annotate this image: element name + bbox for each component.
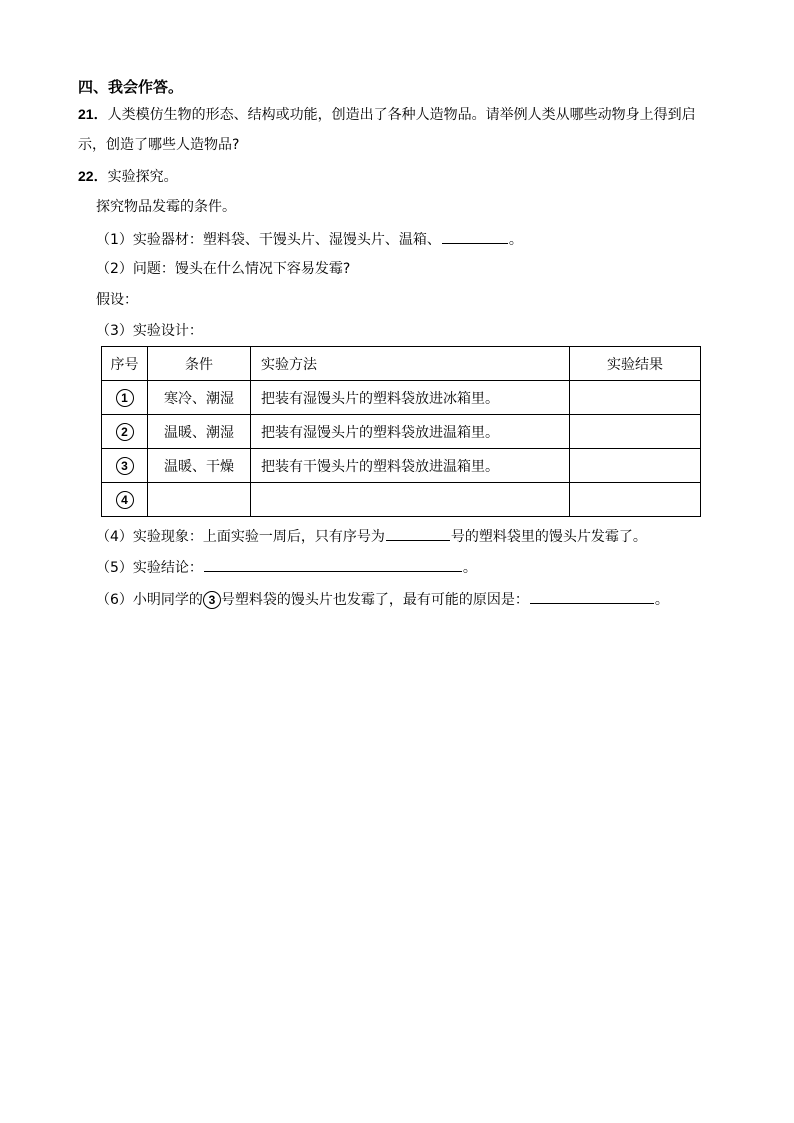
item-6-blank[interactable] [530,589,654,604]
header-result: 实验结果 [570,347,701,381]
item-1-equipment [96,229,523,249]
table-row [102,381,701,415]
row-result[interactable] [570,449,701,483]
question-21-number: 21． [78,106,108,122]
item-5-text: （5）实验结论： [96,560,203,576]
question-22-title-line [78,167,178,186]
row-condition: 寒冷、潮湿 [148,381,251,415]
hypothesis-label: 假设： [96,292,138,308]
item-5-conclusion [96,557,477,577]
item-1-blank[interactable] [442,229,508,244]
circled-number: 1 [116,389,134,407]
item-4-observation [96,526,647,546]
question-21-line-1 [78,105,696,124]
row-method: 把装有湿馒头片的塑料袋放进温箱里。 [251,415,570,449]
item-1-text: （1）实验器材：塑料袋、干馒头片、湿馒头片、温箱、 [96,232,441,248]
question-22-number: 22． [78,168,108,184]
experiment-table [101,346,701,517]
circled-number: 2 [116,423,134,441]
circled-number: 4 [116,491,134,509]
row-result[interactable] [570,483,701,517]
row-seq [102,449,148,483]
item-1-end: 。 [508,232,523,248]
section-title: 四、我会作答。 [78,78,184,96]
item-2-question: （2）问题：馒头在什么情况下容易发霉? [96,261,351,277]
table-row [102,483,701,517]
row-seq [102,483,148,517]
item-6-reason [96,589,669,609]
item-4-end: 号的塑料袋里的馒头片发霉了。 [450,529,647,545]
row-condition[interactable] [148,483,251,517]
table-header-row [102,347,701,381]
header-condition: 条件 [148,347,251,381]
row-method: 把装有干馒头片的塑料袋放进温箱里。 [251,449,570,483]
header-method: 实验方法 [251,347,570,381]
row-result[interactable] [570,381,701,415]
circled-number: 3 [116,457,134,475]
row-method: 把装有湿馒头片的塑料袋放进冰箱里。 [251,381,570,415]
row-condition: 温暖、潮湿 [148,415,251,449]
item-3-design: （3）实验设计： [96,323,203,339]
item-5-blank[interactable] [204,557,462,572]
item-6-text-1: （6）小明同学的 [96,592,203,608]
header-seq: 序号 [102,347,148,381]
table-row [102,415,701,449]
row-method[interactable] [251,483,570,517]
row-seq [102,415,148,449]
question-22-title: 实验探究。 [107,169,178,185]
question-21-line-2: 示，创造了哪些人造物品? [78,137,240,153]
row-condition: 温暖、干燥 [148,449,251,483]
row-seq [102,381,148,415]
item-5-end: 。 [462,560,477,576]
table-row [102,449,701,483]
experiment-topic: 探究物品发霉的条件。 [96,199,236,215]
item-6-text-2: 号塑料袋的馒头片也发霉了，最有可能的原因是： [220,592,529,608]
row-result[interactable] [570,415,701,449]
item-4-blank[interactable] [386,526,450,541]
question-21-text-1: 人类模仿生物的形态、结构或功能，创造出了各种人造物品。请举例人类从哪些动物身上得到启 [107,107,696,123]
item-6-end: 。 [654,592,669,608]
item-4-text: （4）实验现象：上面实验一周后，只有序号为 [96,529,385,545]
circled-number: 3 [203,591,221,609]
